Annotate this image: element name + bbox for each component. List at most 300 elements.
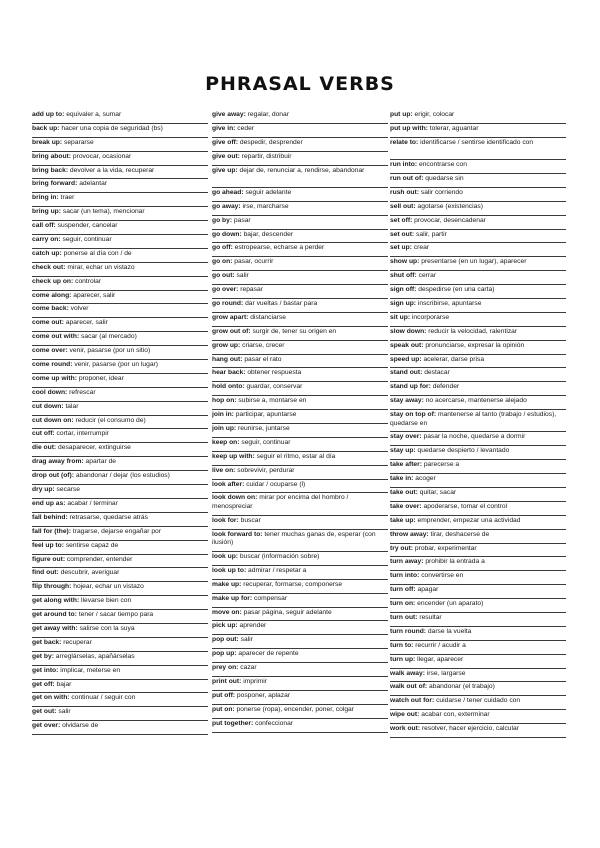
phrasal-verb-entry <box>390 124 566 138</box>
phrasal-verb: come along: <box>32 291 72 299</box>
phrasal-verb: pop out: <box>212 636 239 644</box>
phrasal-verb-entry <box>212 110 388 124</box>
phrasal-verb-entry <box>32 304 208 318</box>
phrasal-verb-entry <box>390 138 566 160</box>
phrasal-verb-entry <box>212 677 388 691</box>
phrasal-verb: give away: <box>212 111 246 118</box>
phrasal-verb-entry <box>390 460 566 474</box>
phrasal-verb-entry <box>32 596 208 610</box>
phrasal-verb: grow out of: <box>212 327 251 335</box>
phrasal-verb: go down: <box>212 230 242 238</box>
phrasal-verb-entry <box>32 374 208 388</box>
phrasal-verb-entry <box>32 541 208 555</box>
phrasal-verb: pop up: <box>212 650 237 658</box>
phrasal-verb: get back: <box>32 638 62 646</box>
phrasal-verb-entry <box>212 580 388 594</box>
phrasal-verb-meaning: recurrir / acudir a <box>415 641 466 649</box>
phrasal-verb-meaning: devolver a la vida, recuperar <box>69 166 155 174</box>
phrasal-verb-meaning: identificarse / sentirse identificado con <box>420 138 534 146</box>
phrasal-verb: get on with: <box>32 694 70 702</box>
phrasal-verb-meaning: resultar <box>419 613 442 621</box>
phrasal-verb: come over: <box>32 347 68 355</box>
phrasal-verb-entry <box>390 669 566 683</box>
phrasal-verb-entry <box>390 110 566 124</box>
phrasal-verb-entry <box>212 202 388 216</box>
phrasal-verb: throw away: <box>390 530 429 538</box>
phrasal-verb: back up: <box>32 124 60 132</box>
phrasal-verb: take after: <box>390 461 422 469</box>
phrasal-verb: look after: <box>212 480 245 488</box>
phrasal-verb: grow up: <box>212 341 241 349</box>
phrasal-verb-entry <box>390 216 566 230</box>
phrasal-verb: stay on top of: <box>390 411 437 419</box>
phrasal-verb: check out: <box>32 263 66 271</box>
phrasal-verb-meaning: cortar, interrumpir <box>56 430 109 438</box>
phrasal-verb: stand out: <box>390 369 423 377</box>
phrasal-verb: take up: <box>390 516 416 524</box>
phrasal-verb-entry <box>32 680 208 694</box>
phrasal-verb-meaning: seguir, continuar <box>62 236 112 244</box>
phrasal-verb-entry <box>32 249 208 263</box>
phrasal-verb-meaning: repasar <box>240 286 263 294</box>
phrasal-verb-meaning: posponer, aplazar <box>236 691 291 699</box>
phrasal-verb: run into: <box>390 161 418 169</box>
phrasal-verb-entry <box>390 271 566 285</box>
phrasal-verb-entry <box>32 416 208 430</box>
phrasal-verb-meaning: probar, experimentar <box>414 544 477 552</box>
phrasal-verb: go out: <box>212 272 235 280</box>
phrasal-verb-meaning: desaparecer, extinguirse <box>58 444 131 452</box>
phrasal-verb: bring back: <box>32 166 69 174</box>
phrasal-verb-entry <box>212 138 388 152</box>
phrasal-verb: show up: <box>390 258 420 266</box>
phrasal-verb-entry <box>390 613 566 627</box>
phrasal-verb-entry <box>212 452 388 466</box>
phrasal-verb-entry <box>390 285 566 299</box>
phrasal-verb-entry <box>212 327 388 341</box>
phrasal-verb-entry <box>32 693 208 707</box>
phrasal-verb-meaning: salir <box>240 636 253 644</box>
phrasal-verb-entry <box>32 568 208 582</box>
phrasal-verb-entry <box>390 641 566 655</box>
phrasal-verb-meaning: pasar <box>233 216 251 224</box>
phrasal-verb-meaning: sacar (un tema), mencionar <box>62 208 145 216</box>
phrasal-verb: go by: <box>212 216 233 224</box>
phrasal-verb-entry <box>390 396 566 410</box>
phrasal-verb: live on: <box>212 466 236 474</box>
phrasal-verb-meaning: compensar <box>254 594 288 602</box>
phrasal-verb: cut off: <box>32 430 55 438</box>
phrasal-verb-entry <box>390 243 566 257</box>
phrasal-verb-entry <box>212 216 388 230</box>
phrasal-verb: look down on: <box>212 494 258 502</box>
phrasal-verb: get around to: <box>32 611 77 619</box>
phrasal-verb-entry <box>390 474 566 488</box>
phrasal-verb-meaning: defender <box>432 383 460 391</box>
phrasal-verb-meaning: irse, marcharse <box>242 202 289 210</box>
phrasal-verb: come round: <box>32 361 73 369</box>
phrasal-verb-entry <box>212 691 388 705</box>
phrasal-verb-entry <box>212 410 388 424</box>
phrasal-verb-meaning: no acercarse, mantenerse alejado <box>425 397 527 405</box>
phrasal-verb-meaning: aprender <box>239 622 267 630</box>
phrasal-verb-meaning: tolerar, aguantar <box>429 124 479 132</box>
phrasal-verb-entry <box>212 243 388 257</box>
phrasal-verb-meaning: refrescar <box>69 388 96 396</box>
phrasal-verb-meaning: cuidarse / tener cuidado con <box>436 697 521 705</box>
phrasal-verb-entry <box>32 471 208 485</box>
phrasal-verb-meaning: provocar, ocasionar <box>72 152 132 160</box>
phrasal-verb: shut off: <box>390 272 417 280</box>
phrasal-verb: go ahead: <box>212 188 244 196</box>
phrasal-verb-entry <box>32 346 208 360</box>
phrasal-verb: go over: <box>212 286 239 294</box>
phrasal-verb-entry <box>212 493 388 515</box>
phrasal-verb-entry <box>212 621 388 635</box>
phrasal-verb-meaning: hojear, echar un vistazo <box>73 583 144 591</box>
phrasal-verb-meaning: aparecer de repente <box>238 650 299 658</box>
phrasal-verb-entry <box>212 257 388 271</box>
phrasal-verb-entry <box>32 360 208 374</box>
phrasal-verbs-column-1 <box>32 110 208 735</box>
phrasal-verb-entry <box>390 585 566 599</box>
phrasal-verb-meaning: destacar <box>424 369 450 377</box>
phrasal-verb: end up as: <box>32 499 66 507</box>
phrasal-verb-meaning: proponer, idear <box>78 374 124 382</box>
phrasal-verb: flip through: <box>32 583 72 591</box>
phrasal-verbs-column-2 <box>212 110 388 733</box>
phrasal-verb-meaning: ceder <box>237 124 255 132</box>
phrasal-verb-entry <box>212 705 388 719</box>
phrasal-verb-meaning: subirse a, montarse en <box>238 397 307 405</box>
phrasal-verb-entry <box>212 368 388 382</box>
phrasal-verb-meaning: abandonar / dejar (los estudios) <box>75 472 170 480</box>
phrasal-verb-entry <box>390 432 566 446</box>
phrasal-verb-meaning: salirse con la suya <box>79 624 135 632</box>
phrasal-verb: get away with: <box>32 624 78 632</box>
phrasal-verb-entry <box>390 488 566 502</box>
phrasal-verb-entry <box>390 627 566 641</box>
phrasal-verb-meaning: tirar, deshacerse de <box>430 530 490 538</box>
phrasal-verb: join up: <box>212 425 237 432</box>
phrasal-verb-entry <box>32 555 208 569</box>
phrasal-verb-meaning: apartar de <box>85 458 117 466</box>
phrasal-verb-meaning: ponerse al día con / de <box>63 249 132 257</box>
phrasal-verb-entry <box>212 649 388 663</box>
phrasal-verb-entry <box>390 516 566 530</box>
phrasal-verb-meaning: acelerar, darse prisa <box>423 355 485 363</box>
phrasal-verb-entry <box>32 152 208 166</box>
phrasal-verb: bring up: <box>32 208 61 216</box>
phrasal-verb: join in: <box>212 411 234 419</box>
phrasal-verb-meaning: comprender, entender <box>66 555 133 563</box>
phrasal-verb-entry <box>390 174 566 188</box>
phrasal-verb: call off: <box>32 222 56 230</box>
phrasal-verb-meaning: llevarse bien con <box>81 597 132 605</box>
phrasal-verb-meaning: llegar, aparecer <box>417 655 464 663</box>
phrasal-verb-entry <box>32 263 208 277</box>
phrasal-verb-meaning: quitar, sacar <box>419 488 457 496</box>
phrasal-verb-meaning: parecerse a <box>423 461 460 469</box>
phrasal-verb-entry <box>390 571 566 585</box>
phrasal-verb: check up on: <box>32 277 74 285</box>
phrasal-verb-meaning: prohibir la entrada a <box>425 558 485 566</box>
phrasal-verb: get out: <box>32 708 57 716</box>
phrasal-verb: drop out (of): <box>32 472 74 480</box>
phrasal-verb: try out: <box>390 544 414 552</box>
phrasal-verb-entry <box>212 152 388 166</box>
phrasal-verb: look up: <box>212 552 239 560</box>
phrasal-verb-meaning: dejar de, renunciar a, rendirse, abandonar <box>239 166 365 174</box>
phrasal-verb: hold onto: <box>212 383 245 391</box>
phrasal-verb-meaning: separarse <box>63 138 94 146</box>
phrasal-verb-meaning: retrasarse, quedarse atrás <box>69 513 148 521</box>
phrasal-verb-entry <box>212 396 388 410</box>
phrasal-verb-meaning: abandonar (el trabajo) <box>429 683 495 691</box>
phrasal-verb: add up to: <box>32 111 65 118</box>
phrasal-verb-entry <box>32 402 208 416</box>
phrasal-verb-meaning: sobrevivir, perdurar <box>237 466 295 474</box>
phrasal-verb-entry <box>390 544 566 558</box>
phrasal-verb-entry <box>212 530 388 552</box>
phrasal-verb: make up: <box>212 580 242 588</box>
phrasal-verb: walk out of: <box>390 683 428 691</box>
phrasal-verb-entry <box>32 138 208 152</box>
phrasal-verb-meaning: seguir adelante <box>245 188 292 196</box>
phrasal-verb-meaning: salir <box>236 272 249 280</box>
phrasal-verb-meaning: salir, partir <box>416 230 447 238</box>
phrasal-verb-meaning: encontrarse con <box>418 161 467 169</box>
phrasal-verb-entry <box>390 446 566 460</box>
phrasal-verb-entry <box>32 277 208 291</box>
phrasal-verb-meaning: talar <box>65 402 79 410</box>
phrasal-verb: cut down: <box>32 402 64 410</box>
phrasal-verb-entry <box>32 429 208 443</box>
phrasal-verb-meaning: incorporarse <box>411 313 450 321</box>
phrasal-verb-entry <box>212 382 388 396</box>
phrasal-verb: grow apart: <box>212 313 249 321</box>
phrasal-verb-entry <box>390 355 566 369</box>
phrasal-verb: wipe out: <box>390 711 420 719</box>
phrasal-verb-entry <box>32 235 208 249</box>
phrasal-verb-meaning: salir <box>58 708 71 716</box>
phrasal-verbs-column-3 <box>390 110 566 738</box>
phrasal-verb: pick up: <box>212 622 238 630</box>
phrasal-verb: set out: <box>390 230 415 238</box>
phrasal-verb-meaning: quedarse sin <box>425 174 464 182</box>
phrasal-verb: stay over: <box>390 433 422 441</box>
phrasal-verb-meaning: admirar / respetar a <box>248 566 307 574</box>
phrasal-verb-meaning: implicar, meterse en <box>60 666 121 674</box>
phrasal-verb: turn to: <box>390 641 414 649</box>
phrasal-verb-entry <box>32 443 208 457</box>
phrasal-verb-entry <box>32 332 208 346</box>
phrasal-verb-meaning: encender (un aparato) <box>417 600 484 608</box>
phrasal-verb-meaning: cuidar / ocuparse (l) <box>246 480 306 488</box>
phrasal-verb-meaning: recuperar <box>63 638 92 646</box>
phrasal-verb-entry <box>32 179 208 193</box>
phrasal-verb-entry <box>390 230 566 244</box>
phrasal-verb: put up with: <box>390 124 428 132</box>
phrasal-verb: look up to: <box>212 566 247 574</box>
phrasal-verb-entry <box>212 566 388 580</box>
page-title: PHRASAL VERBS <box>205 73 395 95</box>
phrasal-verb-entry <box>32 318 208 332</box>
phrasal-verb-entry <box>212 355 388 369</box>
phrasal-verb-entry <box>32 582 208 596</box>
phrasal-verb: stand up for: <box>390 383 431 391</box>
phrasal-verb: turn off: <box>390 586 416 594</box>
phrasal-verb-meaning: volver <box>70 305 89 313</box>
phrasal-verb-meaning: resolver, hacer ejercicio, calcular <box>421 725 519 733</box>
phrasal-verb-entry <box>390 382 566 396</box>
phrasal-verb-meaning: cazar <box>240 664 257 672</box>
phrasal-verb: get over: <box>32 722 61 730</box>
phrasal-verb-meaning: controlar <box>75 277 102 285</box>
phrasal-verb-meaning: traer <box>60 194 75 202</box>
phrasal-verb-entry <box>390 530 566 544</box>
phrasal-verb: sit up: <box>390 313 411 321</box>
phrasal-verb-meaning: bajar, descender <box>243 230 294 238</box>
phrasal-verb-meaning: equivaler a, sumar <box>66 111 122 118</box>
phrasal-verb: come out with: <box>32 333 80 341</box>
phrasal-verb-entry <box>390 202 566 216</box>
phrasal-verb-entry <box>390 188 566 202</box>
phrasal-verb: get off: <box>32 680 55 688</box>
phrasal-verb-meaning: seguir el ritmo, estar al día <box>256 452 336 460</box>
phrasal-verb: move on: <box>212 608 242 616</box>
phrasal-verb-entry <box>212 271 388 285</box>
phrasal-verb-entry <box>390 696 566 710</box>
phrasal-verb-entry <box>390 502 566 516</box>
phrasal-verb: hear back: <box>212 369 246 377</box>
phrasal-verb-entry <box>212 480 388 494</box>
phrasal-verb-entry <box>390 682 566 696</box>
phrasal-verb-meaning: buscar <box>240 516 261 524</box>
phrasal-verb: speak out: <box>390 341 424 349</box>
phrasal-verb: turn up: <box>390 655 416 663</box>
phrasal-verb: make up for: <box>212 594 253 602</box>
phrasal-verb: break up: <box>32 138 63 146</box>
phrasal-verb: turn round: <box>390 627 427 635</box>
phrasal-verb-meaning: distanciarse <box>250 313 286 321</box>
phrasal-verb-meaning: aparecer, salir <box>73 291 116 299</box>
phrasal-verb: give in: <box>212 124 236 132</box>
phrasal-verb-entry <box>212 719 388 733</box>
phrasal-verb-entry <box>212 166 388 188</box>
phrasal-verb: die out: <box>32 444 57 452</box>
phrasal-verb: carry on: <box>32 236 61 244</box>
phrasal-verb-meaning: cerrar <box>418 272 437 280</box>
phrasal-verb-entry <box>212 313 388 327</box>
phrasal-verb-entry <box>32 721 208 735</box>
phrasal-verb-meaning: venir, pasarse (por un sitio) <box>69 347 151 355</box>
phrasal-verb-entry <box>390 368 566 382</box>
phrasal-verb-meaning: hacer una copia de seguridad (bs) <box>61 124 163 132</box>
phrasal-verb-meaning: reducir la velocidad, ralentizar <box>428 327 518 335</box>
phrasal-verb-meaning: presentarse (en un lugar), aparecer <box>421 258 527 266</box>
phrasal-verb-meaning: ponerse (ropa), encender, poner, colgar <box>236 705 354 713</box>
phrasal-verb-entry <box>390 410 566 432</box>
phrasal-verb-entry <box>32 124 208 138</box>
phrasal-verb: catch up: <box>32 249 62 257</box>
phrasal-verb-meaning: pasar página, seguir adelante <box>243 608 332 616</box>
phrasal-verb-meaning: obtener respuesta <box>247 369 302 377</box>
phrasal-verb-meaning: acabar con, exterminar <box>421 711 490 719</box>
phrasal-verb: sell out: <box>390 202 416 210</box>
phrasal-verb: give off: <box>212 138 239 146</box>
phrasal-verb-entry <box>212 341 388 355</box>
phrasal-verb-meaning: provocar, desencadenar <box>414 216 486 224</box>
phrasal-verb: give out: <box>212 152 240 160</box>
phrasal-verb: set off: <box>390 216 413 224</box>
phrasal-verb: hop on: <box>212 397 237 405</box>
phrasal-verb-meaning: inscribirse, apuntarse <box>417 299 482 307</box>
phrasal-verb-entry <box>390 327 566 341</box>
phrasal-verb-entry <box>212 594 388 608</box>
phrasal-verb-entry <box>32 527 208 541</box>
phrasal-verb-entry <box>212 516 388 530</box>
phrasal-verb: stay up: <box>390 447 416 455</box>
phrasal-verb-entry <box>32 652 208 666</box>
phrasal-verb-meaning: participar, apuntarse <box>235 411 297 419</box>
phrasal-verb-meaning: criarse, crecer <box>242 341 285 349</box>
phrasal-verb-meaning: olvidarse de <box>62 722 99 730</box>
phrasal-verb: take in: <box>390 475 414 483</box>
phrasal-verb: print out: <box>212 677 242 685</box>
phrasal-verb-meaning: continuar / seguir con <box>71 694 136 702</box>
phrasal-verb-meaning: apagar <box>417 586 439 594</box>
phrasal-verb-entry <box>390 710 566 724</box>
phrasal-verb: fall behind: <box>32 513 68 521</box>
phrasal-verb-meaning: quedarse despierto / levantado <box>417 447 510 455</box>
phrasal-verb: feel up to: <box>32 541 64 549</box>
phrasal-verb-entry <box>32 610 208 624</box>
phrasal-verb: sign off: <box>390 286 417 294</box>
phrasal-verb: set up: <box>390 244 412 252</box>
phrasal-verb-entry <box>212 124 388 138</box>
phrasal-verb: find out: <box>32 569 59 577</box>
phrasal-verb: relate to: <box>390 138 419 146</box>
phrasal-verb-meaning: secarse <box>56 486 80 494</box>
phrasal-verb-entry <box>32 221 208 235</box>
phrasal-verb: bring in: <box>32 194 59 202</box>
phrasal-verb: take over: <box>390 502 422 510</box>
phrasal-verb-meaning: repartir, distribuir <box>241 152 292 160</box>
phrasal-verb-meaning: irse, largarse <box>426 669 466 677</box>
phrasal-verb-entry <box>32 110 208 124</box>
phrasal-verb-entry <box>32 388 208 402</box>
phrasal-verb-entry <box>212 230 388 244</box>
phrasal-verb-entry <box>32 207 208 221</box>
phrasal-verb-meaning: guardar, conservar <box>246 383 303 391</box>
phrasal-verb-meaning: confeccionar <box>255 719 294 727</box>
phrasal-verb: put up: <box>390 111 413 118</box>
phrasal-verb: slow down: <box>390 327 427 335</box>
phrasal-verb-entry <box>390 313 566 327</box>
phrasal-verb-meaning: emprender, empezar una actividad <box>417 516 521 524</box>
phrasal-verb-entry <box>390 599 566 613</box>
phrasal-verb-meaning: despedir, desprender <box>239 138 303 146</box>
phrasal-verb-entry <box>390 724 566 738</box>
phrasal-verb-meaning: mirar, echar un vistazo <box>67 263 135 271</box>
phrasal-verb: cut down on: <box>32 416 74 424</box>
phrasal-verb: sign up: <box>390 299 417 307</box>
phrasal-verb-entry <box>32 513 208 527</box>
phrasal-verb-entry <box>32 624 208 638</box>
phrasal-verb: bring about: <box>32 152 72 160</box>
phrasal-verb-entry <box>32 291 208 305</box>
